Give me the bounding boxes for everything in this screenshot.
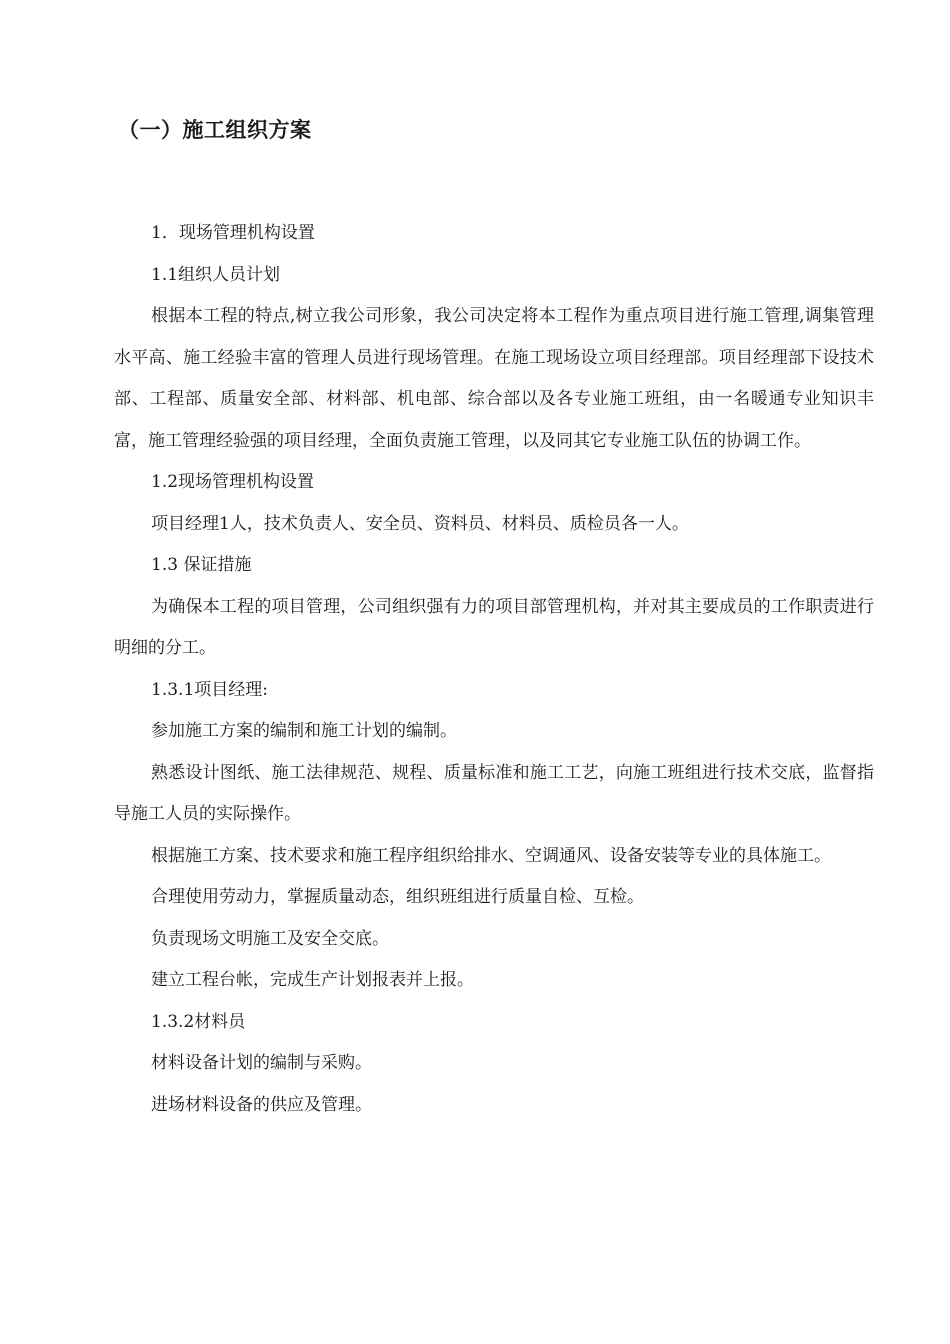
heading-organization-setup: 1.2现场管理机构设置	[151, 472, 315, 492]
heading-project-manager: 1.3.1项目经理:	[151, 679, 268, 700]
paragraph-pm-duty-2: 熟悉设计图纸、施工法律规范、规程、质量标准和施工工艺，向施工班组进行技术交底，监督指导施工人员的实际操作。	[114, 762, 874, 824]
paragraph-guarantee-measures: 为确保本工程的项目管理，公司组织强有力的项目部管理机构，并对其主要成员的工作职责进行明细的分工。	[114, 596, 874, 658]
paragraph-pm-duty-4: 合理使用劳动力，掌握质量动态，组织班组进行质量自检、互检。	[151, 887, 644, 907]
paragraph-pm-duty-5: 负责现场文明施工及安全交底。	[151, 928, 389, 949]
heading-material-officer: 1.3.2材料员	[151, 1011, 246, 1032]
heading-guarantee-measures: 1.3 保证措施	[151, 555, 252, 575]
paragraph-pm-duty-6: 建立工程台帐，完成生产计划报表并上报。	[151, 970, 474, 990]
paragraph-staffing-plan: 根据本工程的特点,树立我公司形象，我公司决定将本工程作为重点项目进行施工管理,调集管理水平高、施工经验丰富的管理人员进行现场管理。在施工现场设立项目经理部。项目经理部下设技术部、工程部、质量安全部、材料部、机电部、综合部以及各专业施工班组，由一名暖通专业知识丰富，施工管理经验强的项目经理，全面负责施工管理，以及同其它专业施工队伍的协调工作。	[114, 306, 874, 451]
heading-site-management: 1．现场管理机构设置	[151, 223, 315, 243]
document-body	[114, 213, 874, 1126]
paragraph-material-duty-2: 进场材料设备的供应及管理。	[151, 1094, 372, 1115]
paragraph-organization-setup: 项目经理1人，技术负责人、安全员、资料员、材料员、质检员各一人。	[151, 513, 689, 534]
heading-staffing-plan: 1.1组织人员计划	[151, 264, 281, 285]
paragraph-material-duty-1: 材料设备计划的编制与采购。	[151, 1053, 372, 1073]
paragraph-pm-duty-1: 参加施工方案的编制和施工计划的编制。	[151, 721, 457, 741]
section-title: （一）施工组织方案	[118, 118, 312, 142]
paragraph-pm-duty-3: 根据施工方案、技术要求和施工程序组织给排水、空调通风、设备安装等专业的具体施工。	[151, 845, 831, 866]
